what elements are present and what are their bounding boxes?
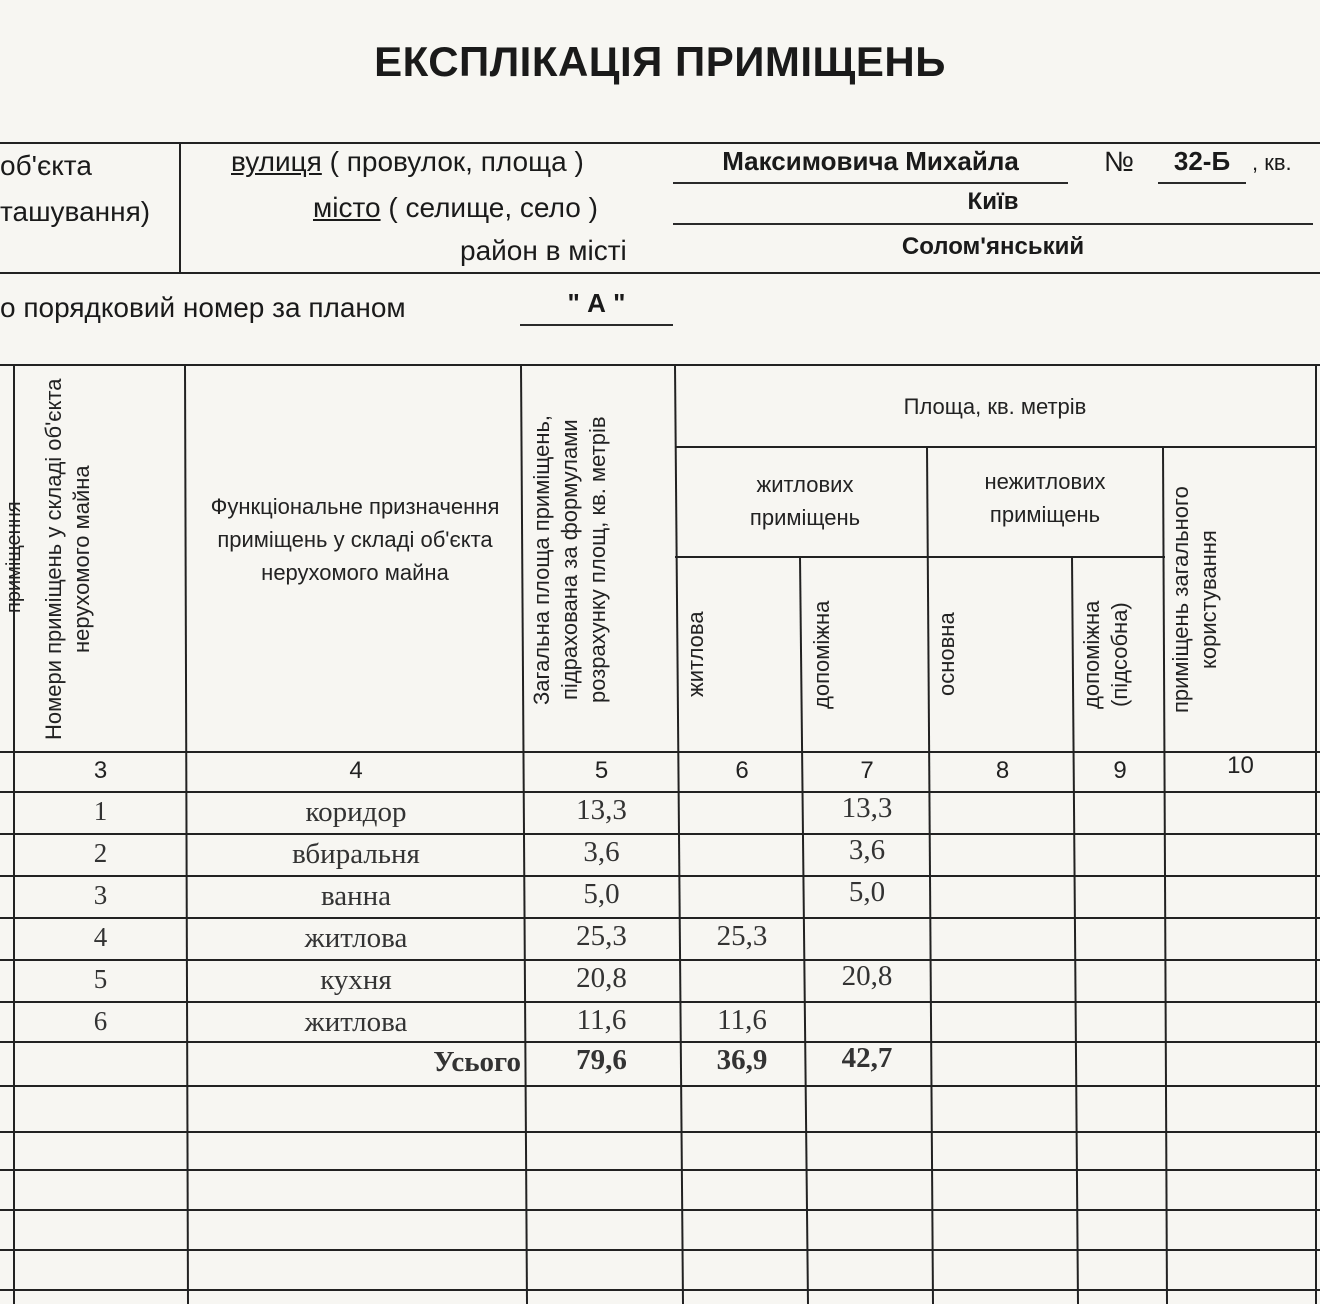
table-row [0,960,1320,1004]
table-row [0,792,1320,836]
header-residential-group: житлових приміщень [749,472,861,530]
header-col10: приміщень загального користування [1168,486,1221,713]
room-number: 1 [93,796,108,826]
document-title: ЕКСПЛІКАЦІЯ ПРИМІЩЕНЬ [374,38,946,85]
plan-number-label: о порядковий номер за планом [0,292,406,323]
header-nonresidential-group: нежитлових приміщень [984,469,1106,527]
city-value: Київ [967,188,1019,215]
column-number: 9 [1113,757,1127,784]
room-aux-area: 3,6 [848,834,886,866]
room-total-area: 5,0 [583,878,620,910]
totals-aux-area: 42,7 [841,1042,893,1074]
totals-total-area: 79,6 [576,1044,627,1076]
room-function: ванна [320,880,392,912]
room-function: коридор [305,796,407,828]
room-total-area: 25,3 [576,920,627,952]
number-label: № [1104,146,1135,177]
room-function: вбиральня [292,838,420,870]
room-function: житлова [304,922,408,954]
column-number: 7 [860,757,874,784]
city-field [673,188,1313,225]
room-aux-area: 20,8 [841,960,893,992]
apartment-label: , кв. [1252,150,1292,175]
header-room-numbers: Номери приміщень у складі об'єкта нерухомого майна [41,378,94,741]
city-label-row [313,192,598,224]
room-number: 2 [93,838,108,868]
room-living-area: 25,3 [716,920,768,952]
street-label-row [231,146,584,178]
number-field [1158,146,1246,184]
room-number: 4 [93,922,108,952]
table-row [0,834,1320,878]
city-suffix: ( селище, село ) [380,192,598,223]
header-function: Функціональне призначення приміщень у складі об'єкта нерухомого майна [210,494,500,585]
plan-number-value: " А " [567,288,626,318]
room-number: 5 [93,964,108,994]
city-label: місто [313,192,381,223]
column-number: 4 [349,757,363,784]
room-number: 6 [93,1006,108,1036]
room-total-area: 13,3 [576,794,627,826]
header-area-group: Площа, кв. метрів [903,394,1087,419]
object-label-line2: ташування) [0,196,151,227]
table-row [0,876,1320,920]
street-label: вулиця [231,146,322,177]
table-row [0,922,1320,962]
room-living-area: 11,6 [717,1004,767,1036]
room-aux-area: 13,3 [841,792,893,824]
column-number: 10 [1227,752,1254,779]
totals-row [0,1042,1320,1086]
room-total-area: 3,6 [583,836,620,868]
object-label-line1: об'єкта [0,150,92,181]
street-value: Максимовича Михайла [722,146,1019,176]
number-value: 32-Б [1173,146,1231,176]
street-suffix: ( провулок, площа ) [321,146,584,177]
street-field [673,146,1068,184]
room-total-area: 20,8 [576,962,627,994]
header-col8: основна [934,612,959,697]
table-row [0,1006,1320,1046]
room-aux-area: 5,0 [848,876,886,908]
room-function: житлова [304,1006,408,1038]
plan-number-field [520,288,673,326]
district-label: район в місті [460,235,627,266]
column-number: 3 [93,757,108,784]
column-number: 8 [995,757,1010,784]
header-col2-partial: приміщення [3,501,25,614]
header-col7: допоміжна [809,600,834,709]
column-number: 6 [735,757,749,784]
header-total-area: Загальна площа приміщень, підрахована за формулами розрахунку площ, кв. метрів [529,414,610,705]
header-col9: допоміжна (підсобна) [1079,600,1132,709]
room-function: кухня [320,964,392,996]
totals-living-area: 36,9 [716,1044,768,1076]
district-field [673,233,1313,265]
column-number: 5 [594,757,609,784]
district-value: Солом'янський [901,233,1085,260]
room-number: 3 [93,880,108,910]
totals-label: Усього [433,1046,521,1078]
room-total-area: 11,6 [576,1004,627,1036]
header-col6: житлова [683,611,708,698]
